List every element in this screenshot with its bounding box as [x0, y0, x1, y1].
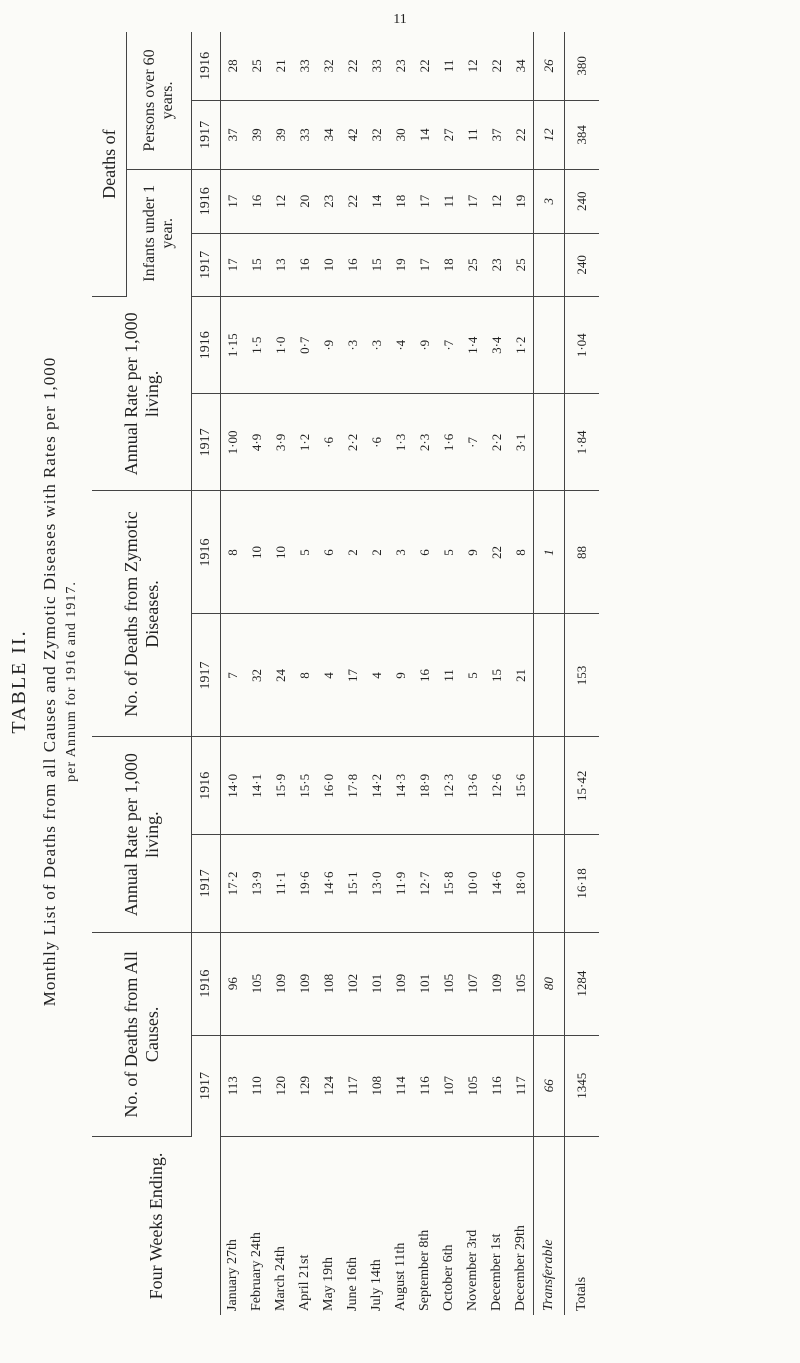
cell-all-rate-1917: 15·8	[437, 835, 461, 933]
year-1916: 1916	[192, 297, 221, 394]
cell-zymotic-rate-1917: 2·2	[485, 394, 509, 491]
cell-zymotic-deaths-1916: 9	[461, 491, 485, 614]
cell-all-deaths-1917: 108	[365, 1035, 389, 1136]
cell-all-deaths-1917: 1345	[565, 1035, 600, 1136]
cell-zymotic-deaths-1917: 8	[293, 614, 317, 737]
row-label: Transferable	[534, 1137, 565, 1316]
cell-persons-1916: 380	[565, 32, 600, 100]
cell-all-rate-1917: 11·1	[269, 835, 293, 933]
cell-persons-1916: 22	[341, 32, 365, 100]
cell-all-rate-1916: 15·5	[293, 737, 317, 835]
cell-zymotic-deaths-1916: 8	[509, 491, 534, 614]
cell-infants-1916: 17	[221, 169, 246, 233]
header-infants: Infants under 1 year.	[127, 169, 192, 296]
row-label: August 11th	[393, 1242, 408, 1311]
cell-persons-1917: 39	[269, 100, 293, 169]
cell-zymotic-rate-1917: 2·2	[341, 394, 365, 491]
cell-zymotic-deaths-1916: 6	[317, 491, 341, 614]
cell-zymotic-rate-1916: 0·7	[293, 297, 317, 394]
cell-zymotic-deaths-1917: 17	[341, 614, 365, 737]
cell-all-deaths-1916: 109	[269, 932, 293, 1035]
cell-infants-1916: 16	[245, 169, 269, 233]
cell-all-rate-1917: 14·6	[485, 835, 509, 933]
cell-all-deaths-1917: 117	[341, 1035, 365, 1136]
cell-all-deaths-1917: 66	[534, 1035, 565, 1136]
cell-persons-1916: 34	[509, 32, 534, 100]
header-all-deaths: No. of Deaths from All Causes.	[92, 932, 192, 1136]
cell-infants-1916: 12	[269, 169, 293, 233]
table-row	[461, 32, 485, 1315]
row-label: September 8th	[417, 1229, 432, 1311]
cell-zymotic-deaths-1916: 6	[413, 491, 437, 614]
cell-all-deaths-1916: 107	[461, 932, 485, 1035]
cell-infants-1916: 20	[293, 169, 317, 233]
cell-persons-1917: 22	[509, 100, 534, 169]
cell-zymotic-deaths-1917: 21	[509, 614, 534, 737]
cell-zymotic-deaths-1916: 10	[245, 491, 269, 614]
cell-zymotic-deaths-1916: 5	[437, 491, 461, 614]
cell-zymotic-rate-1916: 1·0	[269, 297, 293, 394]
cell-infants-1917: 25	[461, 233, 485, 297]
cell-infants-1916: 23	[317, 169, 341, 233]
row-label: December 1st	[489, 1233, 504, 1311]
cell-persons-1917: 384	[565, 100, 600, 169]
cell-all-deaths-1916: 105	[245, 932, 269, 1035]
cell-zymotic-deaths-1917: 4	[317, 614, 341, 737]
cell-all-deaths-1916: 109	[389, 932, 413, 1035]
cell-persons-1917: 39	[245, 100, 269, 169]
cell-infants-1916: 12	[485, 169, 509, 233]
cell-zymotic-rate-1916: 1·04	[565, 297, 600, 394]
cell-zymotic-deaths-1917: 15	[485, 614, 509, 737]
cell-persons-1917: 34	[317, 100, 341, 169]
cell-all-rate-1917: 14·6	[317, 835, 341, 933]
year-1917: 1917	[192, 100, 221, 169]
year-1916: 1916	[192, 32, 221, 100]
cell-zymotic-rate-1917: 4·9	[245, 394, 269, 491]
cell-infants-1916: 19	[509, 169, 534, 233]
cell-persons-1917: 37	[221, 100, 246, 169]
year-1917: 1917	[192, 1035, 221, 1136]
cell-infants-1917: 15	[245, 233, 269, 297]
cell-zymotic-rate-1917: ·6	[317, 394, 341, 491]
cell-infants-1917: 25	[509, 233, 534, 297]
table-row	[293, 32, 317, 1315]
year-1917: 1917	[192, 835, 221, 933]
cell-zymotic-rate-1917: 3·1	[509, 394, 534, 491]
cell-zymotic-rate-1917: ·6	[365, 394, 389, 491]
cell-infants-1917: 19	[389, 233, 413, 297]
row-label: April 21st	[297, 1254, 312, 1311]
cell-all-deaths-1917: 116	[485, 1035, 509, 1136]
cell-all-deaths-1917: 105	[461, 1035, 485, 1136]
table-row	[485, 32, 509, 1315]
cell-infants-1917: 10	[317, 233, 341, 297]
cell-infants-1917: 17	[221, 233, 246, 297]
cell-zymotic-rate-1916: 1·15	[221, 297, 246, 394]
cell-persons-1916: 11	[437, 32, 461, 100]
year-1916: 1916	[192, 169, 221, 233]
cell-zymotic-rate-1917: 1·3	[389, 394, 413, 491]
cell-zymotic-rate-1916: ·9	[413, 297, 437, 394]
cell-all-deaths-1916: 105	[509, 932, 534, 1035]
cell-zymotic-deaths-1916: 1	[534, 491, 565, 614]
row-label: June 16th	[345, 1256, 360, 1311]
cell-infants-1917: 16	[293, 233, 317, 297]
cell-all-deaths-1916: 109	[293, 932, 317, 1035]
cell-infants-1916: 3	[534, 169, 565, 233]
cell-zymotic-deaths-1916: 2	[365, 491, 389, 614]
cell-persons-1916: 21	[269, 32, 293, 100]
cell-zymotic-rate-1916: ·4	[389, 297, 413, 394]
cell-all-deaths-1917: 116	[413, 1035, 437, 1136]
cell-persons-1917: 14	[413, 100, 437, 169]
cell-zymotic-rate-1917: 2·3	[413, 394, 437, 491]
cell-empty	[534, 394, 565, 491]
cell-infants-1916: 17	[461, 169, 485, 233]
cell-all-deaths-1917: 124	[317, 1035, 341, 1136]
cell-persons-1917: 12	[534, 100, 565, 169]
cell-all-deaths-1917: 114	[389, 1035, 413, 1136]
cell-zymotic-deaths-1916: 8	[221, 491, 246, 614]
cell-all-rate-1916: 14·2	[365, 737, 389, 835]
row-label: January 27th	[225, 1239, 240, 1311]
cell-zymotic-deaths-1917: 5	[461, 614, 485, 737]
cell-zymotic-rate-1916: ·9	[317, 297, 341, 394]
year-1917: 1917	[192, 614, 221, 737]
cell-zymotic-deaths-1916: 3	[389, 491, 413, 614]
cell-persons-1917: 37	[485, 100, 509, 169]
cell-zymotic-rate-1917: 1·84	[565, 394, 600, 491]
header-period: Four Weeks Ending.	[92, 1137, 221, 1316]
cell-zymotic-deaths-1917: 7	[221, 614, 246, 737]
table-caption: Monthly List of Deaths from all Causes and Zymotic Diseases with Rates per 1,000	[40, 356, 59, 1007]
cell-all-deaths-1916: 96	[221, 932, 246, 1035]
row-label: March 24th	[273, 1246, 288, 1311]
cell-infants-1916: 14	[365, 169, 389, 233]
cell-infants-1916: 18	[389, 169, 413, 233]
transferable-row	[534, 32, 565, 1315]
cell-persons-1916: 22	[413, 32, 437, 100]
cell-zymotic-rate-1917: 1·00	[221, 394, 246, 491]
cell-all-rate-1916: 14·1	[245, 737, 269, 835]
cell-all-rate-1916: 12·6	[485, 737, 509, 835]
cell-all-rate-1917: 11·9	[389, 835, 413, 933]
cell-persons-1916: 22	[485, 32, 509, 100]
cell-all-rate-1917: 19·6	[293, 835, 317, 933]
cell-all-deaths-1917: 113	[221, 1035, 246, 1136]
row-label: December 29th	[513, 1225, 528, 1311]
cell-all-rate-1916: 14·0	[221, 737, 246, 835]
cell-zymotic-rate-1917: 3·9	[269, 394, 293, 491]
year-1916: 1916	[192, 932, 221, 1035]
cell-all-deaths-1916: 102	[341, 932, 365, 1035]
table-title: TABLE II.	[8, 629, 30, 734]
cell-all-rate-1916: 12·3	[437, 737, 461, 835]
cell-zymotic-rate-1916: ·3	[341, 297, 365, 394]
cell-all-deaths-1917: 110	[245, 1035, 269, 1136]
cell-all-rate-1917: 13·9	[245, 835, 269, 933]
cell-infants-1916: 17	[413, 169, 437, 233]
cell-persons-1917: 27	[437, 100, 461, 169]
table-row	[365, 32, 389, 1315]
header-persons: Persons over 60 years.	[127, 32, 192, 169]
table-row	[317, 32, 341, 1315]
year-1916: 1916	[192, 737, 221, 835]
cell-persons-1916: 26	[534, 32, 565, 100]
cell-infants-1916: 22	[341, 169, 365, 233]
cell-infants-1916: 11	[437, 169, 461, 233]
totals-row	[565, 32, 600, 1315]
cell-empty	[534, 614, 565, 737]
cell-infants-1916: 240	[565, 169, 600, 233]
cell-persons-1917: 11	[461, 100, 485, 169]
cell-zymotic-deaths-1917: 4	[365, 614, 389, 737]
row-label: May 19th	[321, 1256, 336, 1311]
cell-empty	[534, 233, 565, 297]
cell-persons-1916: 33	[293, 32, 317, 100]
cell-zymotic-rate-1917: ·7	[461, 394, 485, 491]
cell-all-deaths-1916: 109	[485, 932, 509, 1035]
table-body	[221, 32, 600, 1315]
cell-zymotic-deaths-1917: 24	[269, 614, 293, 737]
cell-zymotic-deaths-1917: 11	[437, 614, 461, 737]
cell-all-rate-1917: 10·0	[461, 835, 485, 933]
table-row	[341, 32, 365, 1315]
cell-zymotic-rate-1916: 1·4	[461, 297, 485, 394]
table-row	[437, 32, 461, 1315]
cell-persons-1916: 32	[317, 32, 341, 100]
cell-zymotic-rate-1916: 3·4	[485, 297, 509, 394]
year-1917: 1917	[192, 233, 221, 297]
cell-empty	[534, 835, 565, 933]
cell-all-rate-1917: 12·7	[413, 835, 437, 933]
table-row	[245, 32, 269, 1315]
cell-persons-1916: 33	[365, 32, 389, 100]
cell-all-deaths-1916: 101	[365, 932, 389, 1035]
page-number: 11	[393, 12, 407, 27]
table-row	[221, 32, 246, 1315]
cell-persons-1916: 23	[389, 32, 413, 100]
cell-all-deaths-1916: 108	[317, 932, 341, 1035]
table-row	[389, 32, 413, 1315]
cell-all-rate-1916: 15·42	[565, 737, 600, 835]
cell-zymotic-rate-1917: 1·2	[293, 394, 317, 491]
cell-infants-1917: 13	[269, 233, 293, 297]
cell-all-deaths-1917: 107	[437, 1035, 461, 1136]
cell-infants-1917: 18	[437, 233, 461, 297]
cell-all-rate-1917: 17·2	[221, 835, 246, 933]
cell-persons-1916: 28	[221, 32, 246, 100]
cell-zymotic-deaths-1917: 32	[245, 614, 269, 737]
cell-zymotic-rate-1916: ·7	[437, 297, 461, 394]
row-label: July 14th	[369, 1259, 384, 1311]
header-deaths-of: Deaths of	[92, 32, 127, 297]
cell-persons-1917: 42	[341, 100, 365, 169]
cell-infants-1917: 16	[341, 233, 365, 297]
cell-all-rate-1917: 18·0	[509, 835, 534, 933]
cell-zymotic-deaths-1916: 2	[341, 491, 365, 614]
cell-infants-1917: 17	[413, 233, 437, 297]
cell-zymotic-deaths-1916: 22	[485, 491, 509, 614]
cell-empty	[534, 737, 565, 835]
mortality-table	[92, 32, 599, 1315]
cell-persons-1916: 12	[461, 32, 485, 100]
cell-all-rate-1916: 17·8	[341, 737, 365, 835]
cell-zymotic-rate-1916: 1·2	[509, 297, 534, 394]
cell-all-rate-1917: 13·0	[365, 835, 389, 933]
header-zymotic-rate: Annual Rate per 1,000 living.	[92, 297, 192, 491]
cell-all-rate-1916: 15·6	[509, 737, 534, 835]
cell-all-rate-1917: 15·1	[341, 835, 365, 933]
cell-zymotic-deaths-1916: 5	[293, 491, 317, 614]
cell-all-rate-1916: 18·9	[413, 737, 437, 835]
cell-all-deaths-1917: 117	[509, 1035, 534, 1136]
cell-all-deaths-1916: 80	[534, 932, 565, 1035]
table-row	[509, 32, 534, 1315]
cell-all-deaths-1917: 120	[269, 1035, 293, 1136]
cell-zymotic-rate-1916: 1·5	[245, 297, 269, 394]
cell-zymotic-deaths-1917: 16	[413, 614, 437, 737]
cell-all-deaths-1916: 1284	[565, 932, 600, 1035]
table-row	[413, 32, 437, 1315]
cell-persons-1917: 30	[389, 100, 413, 169]
cell-infants-1917: 240	[565, 233, 600, 297]
table-caption-line2: per Annum for 1916 and 1917.	[64, 581, 79, 782]
cell-zymotic-rate-1916: ·3	[365, 297, 389, 394]
cell-infants-1917: 15	[365, 233, 389, 297]
cell-all-deaths-1916: 105	[437, 932, 461, 1035]
header-zymotic-deaths: No. of Deaths from Zymotic Diseases.	[92, 491, 192, 737]
table-row	[269, 32, 293, 1315]
row-label: October 6th	[441, 1244, 456, 1311]
cell-persons-1917: 33	[293, 100, 317, 169]
cell-empty	[534, 297, 565, 394]
cell-all-deaths-1917: 129	[293, 1035, 317, 1136]
cell-all-rate-1917: 16·18	[565, 835, 600, 933]
cell-all-rate-1916: 15·9	[269, 737, 293, 835]
cell-zymotic-deaths-1916: 88	[565, 491, 600, 614]
header-all-rate: Annual Rate per 1,000 living.	[92, 737, 192, 932]
cell-all-rate-1916: 14·3	[389, 737, 413, 835]
cell-zymotic-deaths-1916: 10	[269, 491, 293, 614]
row-label: February 24th	[249, 1232, 264, 1311]
cell-zymotic-deaths-1917: 153	[565, 614, 600, 737]
cell-infants-1917: 23	[485, 233, 509, 297]
cell-all-rate-1916: 16·0	[317, 737, 341, 835]
cell-zymotic-deaths-1917: 9	[389, 614, 413, 737]
row-label: Totals	[565, 1137, 600, 1316]
cell-all-deaths-1916: 101	[413, 932, 437, 1035]
cell-persons-1917: 32	[365, 100, 389, 169]
cell-all-rate-1916: 13·6	[461, 737, 485, 835]
year-1916: 1916	[192, 491, 221, 614]
cell-zymotic-rate-1917: 1·6	[437, 394, 461, 491]
cell-persons-1916: 25	[245, 32, 269, 100]
year-1917: 1917	[192, 394, 221, 491]
row-label: November 3rd	[465, 1229, 480, 1311]
